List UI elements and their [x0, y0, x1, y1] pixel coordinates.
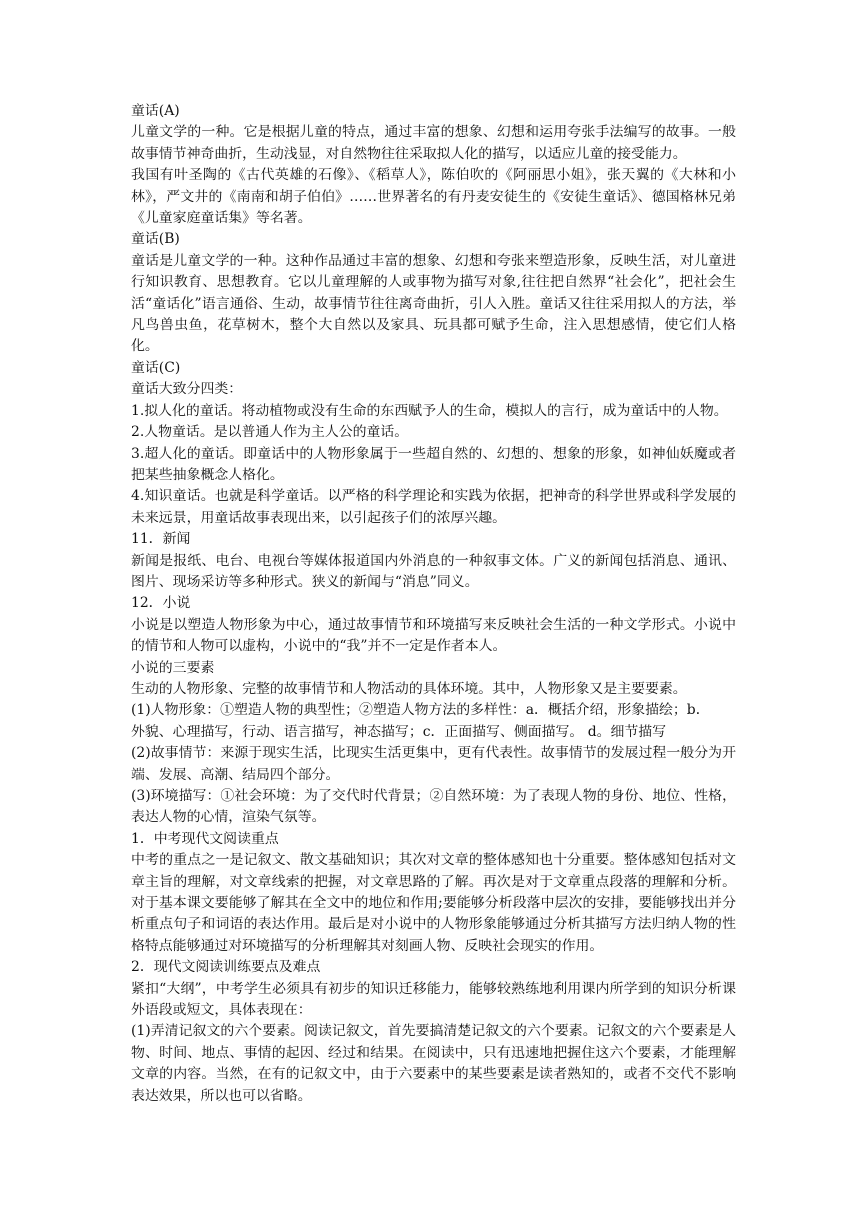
heading-exam-focus: 1．中考现代文阅读重点 [131, 830, 279, 847]
paragraph-novel: 小说是以塑造人物形象为中心，通过故事情节和环境描写来反映社会生活的一种文学形式。小说中的情节和人物可以虚构，小说中的“我”并不一定是作者本人。 [131, 616, 736, 655]
list-item-type-1: 1.拟人化的童话。将动植物或没有生命的东西赋予人的生命，模拟人的言行，成为童话中的人物。 [131, 402, 728, 419]
heading-novel-three-elements: 小说的三要素 [131, 659, 215, 676]
list-item-plot: (2)故事情节：来源于现实生活，比现实生活更集中，更有代表性。故事情节的发展过程一般分为开端、发展、高潮、结局四个部分。 [131, 745, 736, 783]
list-item-character-cont: 外貌、心理描写，行动、语言描写，神态描写；c．正面描写、侧面描写。 d。细节描写 [131, 723, 667, 740]
list-item-character: (1)人物形象：①塑造人物的典型性；②塑造人物方法的多样性：a．概括介绍，形象描绘；b． [131, 702, 710, 719]
paragraph-three-elements: 生动的人物形象、完整的故事情节和人物活动的具体环境。其中，人物形象又是主要要素。 [131, 680, 687, 697]
list-item-type-2: 2.人物童话。是以普通人作为主人公的童话。 [131, 424, 409, 441]
heading-fairy-tale-b: 童话(B) [131, 231, 180, 248]
list-item-type-4: 4.知识童话。也就是科学童话。以严格的科学理论和实践为依据，把神奇的科学世界或科学发展的未来远景，用童话故事表现出来，以引起孩子们的浓厚兴趣。 [131, 488, 736, 526]
heading-news: 11．新闻 [131, 531, 191, 548]
paragraph-fairy-tale-works: 我国有叶圣陶的《古代英雄的石像》、《稻草人》，陈伯吹的《阿丽思小姐》，张天翼的《大林和小林》，严文井的《南南和胡子伯伯》……世界著名的有丹麦安徒生的《安徒生童话》、德国格林兄弟《儿童家庭童话集》等名著。 [131, 167, 736, 227]
heading-novel: 12．小说 [131, 595, 191, 612]
paragraph-news: 新闻是报纸、电台、电视台等媒体报道国内外消息的一种叙事文体。广义的新闻包括消息、通讯、图片、现场采访等多种形式。狭义的新闻与“消息”同义。 [131, 552, 736, 590]
list-item-environment: (3)环境描写：①社会环境：为了交代时代背景；②自然环境：为了表现人物的身份、地位、性格，表达人物的心情，渲染气氛等。 [131, 788, 736, 826]
paragraph-four-types-intro: 童话大致分四类： [131, 381, 243, 398]
paragraph-fairy-tale-definition: 儿童文学的一种。它是根据儿童的特点，通过丰富的想象、幻想和运用夸张手法编写的故事。一般故事情节神奇曲折，生动浅显，对自然物往往采取拟人化的描写，以适应儿童的接受能力。 [131, 124, 736, 162]
list-item-type-3: 3.超人化的童话。即童话中的人物形象属于一些超自然的、幻想的、想象的形象，如神仙妖魔或者把某些抽象概念人格化。 [131, 445, 736, 483]
heading-fairy-tale-a: 童话(A) [131, 103, 180, 119]
paragraph-fairy-tale-b: 童话是儿童文学的一种。这种作品通过丰富的想象、幻想和夸张来塑造形象，反映生活，对儿童进行知识教育、思想教育。它以儿童理解的人或事物为描写对象,往往把自然界“社会化”，把社会生活“童话化”语言通俗、生动，故事情节往往离奇曲折，引人入胜。童话又往往采用拟人的方法，举凡鸟兽虫鱼，花草树木，整个大自然以及家具、玩具都可赋予生命，注入思想感情，使它们人格化。 [131, 252, 736, 355]
paragraph-exam-focus: 中考的重点之一是记叙文、散文基础知识；其次对文章的整体感知也十分重要。整体感知包括对文章主旨的理解，对文章线索的把握，对文章思路的了解。再次是对于文章重点段落的理解和分析。对于基本课文要能够了解其在全文中的地位和作用;要能够分析段落中层次的安排，要能够找出并分析重点句子和词语的表达作用。最后是对小说中的人物形象能够通过分析其描写方法归纳人物的性格特点能够通过对环境描写的分析理解其对刻画人物、反映社会现实的作用。 [131, 852, 736, 954]
heading-training-points: 2．现代文阅读训练要点及难点 [131, 959, 321, 976]
heading-fairy-tale-c: 童话(C) [131, 359, 181, 376]
list-item-six-elements: (1)弄清记叙文的六个要素。阅读记叙文，首先要搞清楚记叙文的六个要素。记叙文的六个要素是人物、时间、地点、事情的起因、经过和结果。在阅读中，只有迅速地把握住这六个要素，才能理解文章的内容。当然，在有的记叙文中，由于六要素中的某些要素是读者熟知的，或者不交代不影响表达效果，所以也可以省略。 [131, 1023, 736, 1104]
paragraph-training-points: 紧扣“大纲”，中考学生必须具有初步的知识迁移能力，能够较熟练地利用课内所学到的知识分析课外语段或短文，具体表现在： [131, 980, 736, 1019]
document-page [131, 101, 736, 1107]
